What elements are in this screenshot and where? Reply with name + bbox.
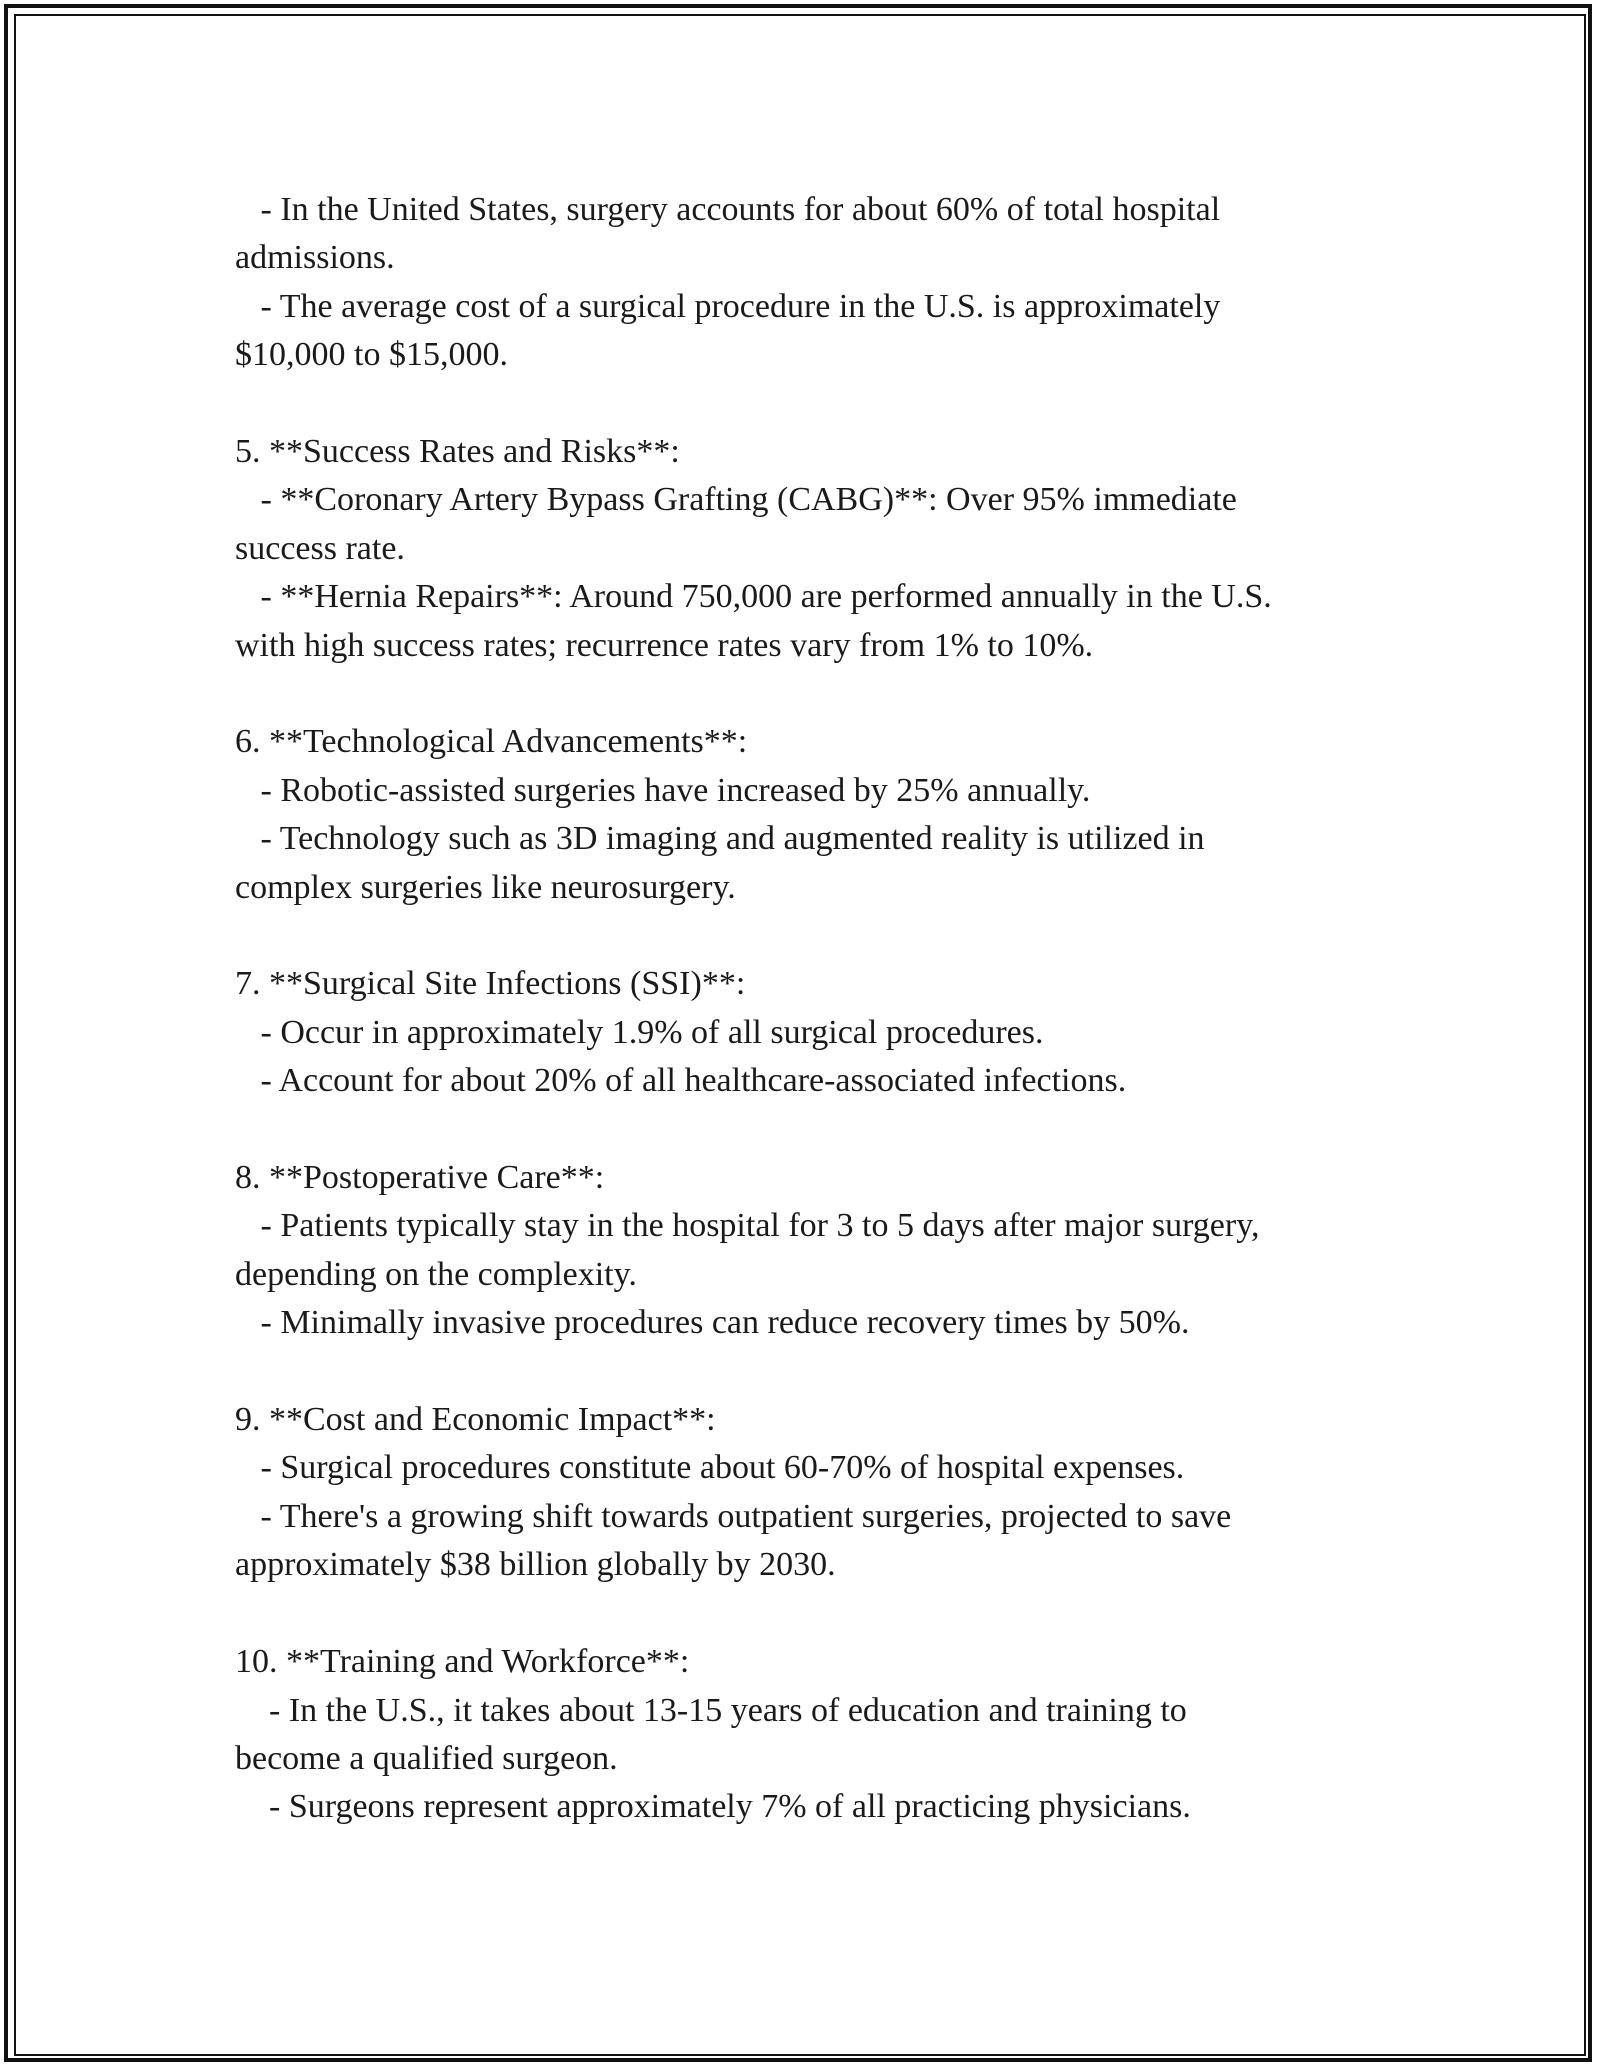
text-line: admissions. <box>235 239 395 277</box>
text-line: - Robotic-assisted surgeries have increased by 25% annually. <box>235 771 1091 809</box>
text-line: - The average cost of a surgical procedure in the U.S. is approximately <box>235 287 1221 325</box>
text-line: - Patients typically stay in the hospital for 3 to 5 days after major surgery, <box>235 1207 1260 1245</box>
section-heading: 7. **Surgical Site Infections (SSI)**: <box>235 965 746 1003</box>
paragraph-gap <box>235 1106 1385 1154</box>
text-line: complex surgeries like neurosurgery. <box>235 868 736 906</box>
text-line: approximately $38 billion globally by 2030. <box>235 1546 836 1584</box>
text-line: - In the United States, surgery accounts for about 60% of total hospital <box>235 191 1221 228</box>
paragraph-gap <box>235 912 1385 960</box>
section-heading: 5. **Success Rates and Risks**: <box>235 433 680 471</box>
text-line: - Account for about 20% of all healthcare-associated infections. <box>235 1062 1127 1100</box>
paragraph-gap <box>235 670 1385 718</box>
text-line: - Technology such as 3D imaging and augmented reality is utilized in <box>235 820 1205 858</box>
text-line: - Occur in approximately 1.9% of all surgical procedures. <box>235 1013 1044 1051</box>
section-heading: 6. **Technological Advancements**: <box>235 723 748 761</box>
document-body <box>235 186 1385 1832</box>
paragraph-gap <box>235 1590 1385 1638</box>
text-line: $10,000 to $15,000. <box>235 336 508 374</box>
section-heading: 10. **Training and Workforce**: <box>235 1643 690 1681</box>
text-line: depending on the complexity. <box>235 1255 637 1293</box>
paragraph-gap <box>235 380 1385 428</box>
section-heading: 8. **Postoperative Care**: <box>235 1159 605 1197</box>
text-line: - Surgeons represent approximately 7% of all practicing physicians. <box>235 1788 1191 1826</box>
text-line: - There's a growing shift towards outpatient surgeries, projected to save <box>235 1497 1232 1535</box>
text-line: - Surgical procedures constitute about 60-70% of hospital expenses. <box>235 1449 1185 1487</box>
text-line: with high success rates; recurrence rates vary from 1% to 10%. <box>235 626 1094 664</box>
text-line: success rate. <box>235 529 405 567</box>
text-line: become a qualified surgeon. <box>235 1739 618 1777</box>
text-line: - **Hernia Repairs**: Around 750,000 are performed annually in the U.S. <box>235 578 1272 616</box>
text-line: - Minimally invasive procedures can reduce recovery times by 50%. <box>235 1304 1190 1342</box>
text-line: - In the U.S., it takes about 13-15 years of education and training to <box>235 1691 1187 1729</box>
paragraph-gap <box>235 1348 1385 1396</box>
text-line: - **Coronary Artery Bypass Grafting (CABG)**: Over 95% immediate <box>235 481 1237 519</box>
section-heading: 9. **Cost and Economic Impact**: <box>235 1401 716 1439</box>
